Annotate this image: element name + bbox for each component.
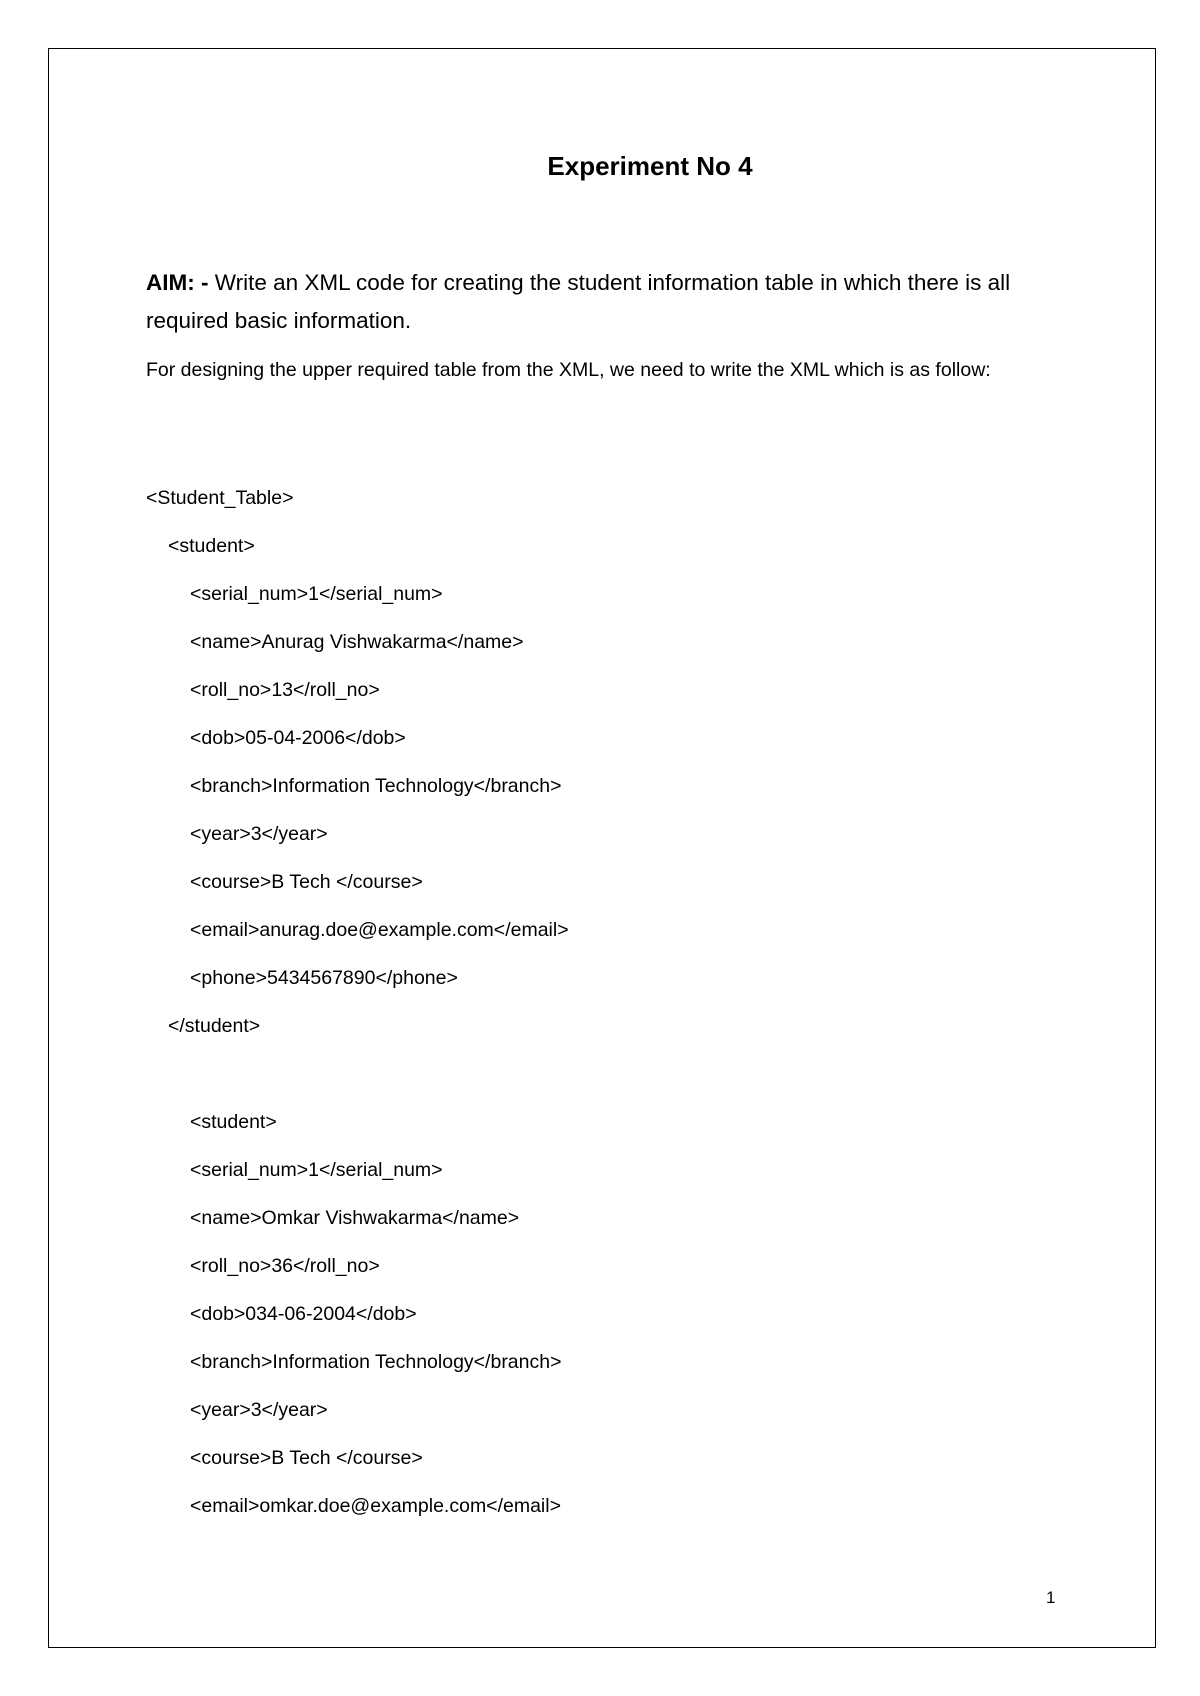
code-line: <branch>Information Technology</branch> bbox=[190, 1351, 562, 1373]
code-line: <phone>5434567890</phone> bbox=[190, 967, 458, 989]
page-number: 1 bbox=[1046, 1588, 1056, 1607]
code-line: <year>3</year> bbox=[190, 823, 328, 845]
intro-paragraph: For designing the upper required table from the XML, we need to write the XML which is as follow: bbox=[146, 359, 991, 381]
code-line: <course>B Tech </course> bbox=[190, 1447, 423, 1469]
code-line: <Student_Table> bbox=[146, 487, 294, 509]
code-line: </student> bbox=[168, 1015, 261, 1037]
code-line: <branch>Information Technology</branch> bbox=[190, 775, 562, 797]
code-line: <serial_num>1</serial_num> bbox=[190, 1159, 443, 1181]
code-line: <name>Anurag Vishwakarma</name> bbox=[190, 631, 524, 653]
code-line: <dob>05-04-2006</dob> bbox=[190, 727, 406, 749]
code-line: <email>omkar.doe@example.com</email> bbox=[190, 1495, 561, 1517]
code-line: <student> bbox=[190, 1111, 277, 1133]
code-line: <year>3</year> bbox=[190, 1399, 328, 1421]
code-line: <student> bbox=[168, 535, 255, 557]
page-title: Experiment No 4 bbox=[547, 151, 753, 181]
code-line: <course>B Tech </course> bbox=[190, 871, 423, 893]
aim-paragraph bbox=[146, 264, 1056, 340]
code-line: <name>Omkar Vishwakarma</name> bbox=[190, 1207, 520, 1229]
code-line: <serial_num>1</serial_num> bbox=[190, 583, 443, 605]
code-line: <email>anurag.doe@example.com</email> bbox=[190, 919, 569, 941]
code-line: <roll_no>13</roll_no> bbox=[190, 679, 380, 701]
aim-label: AIM: - bbox=[146, 270, 209, 295]
aim-text: Write an XML code for creating the student information table in which there is all required basic information. bbox=[146, 270, 1011, 333]
code-line: <roll_no>36</roll_no> bbox=[190, 1255, 380, 1277]
code-line: <dob>034-06-2004</dob> bbox=[190, 1303, 417, 1325]
